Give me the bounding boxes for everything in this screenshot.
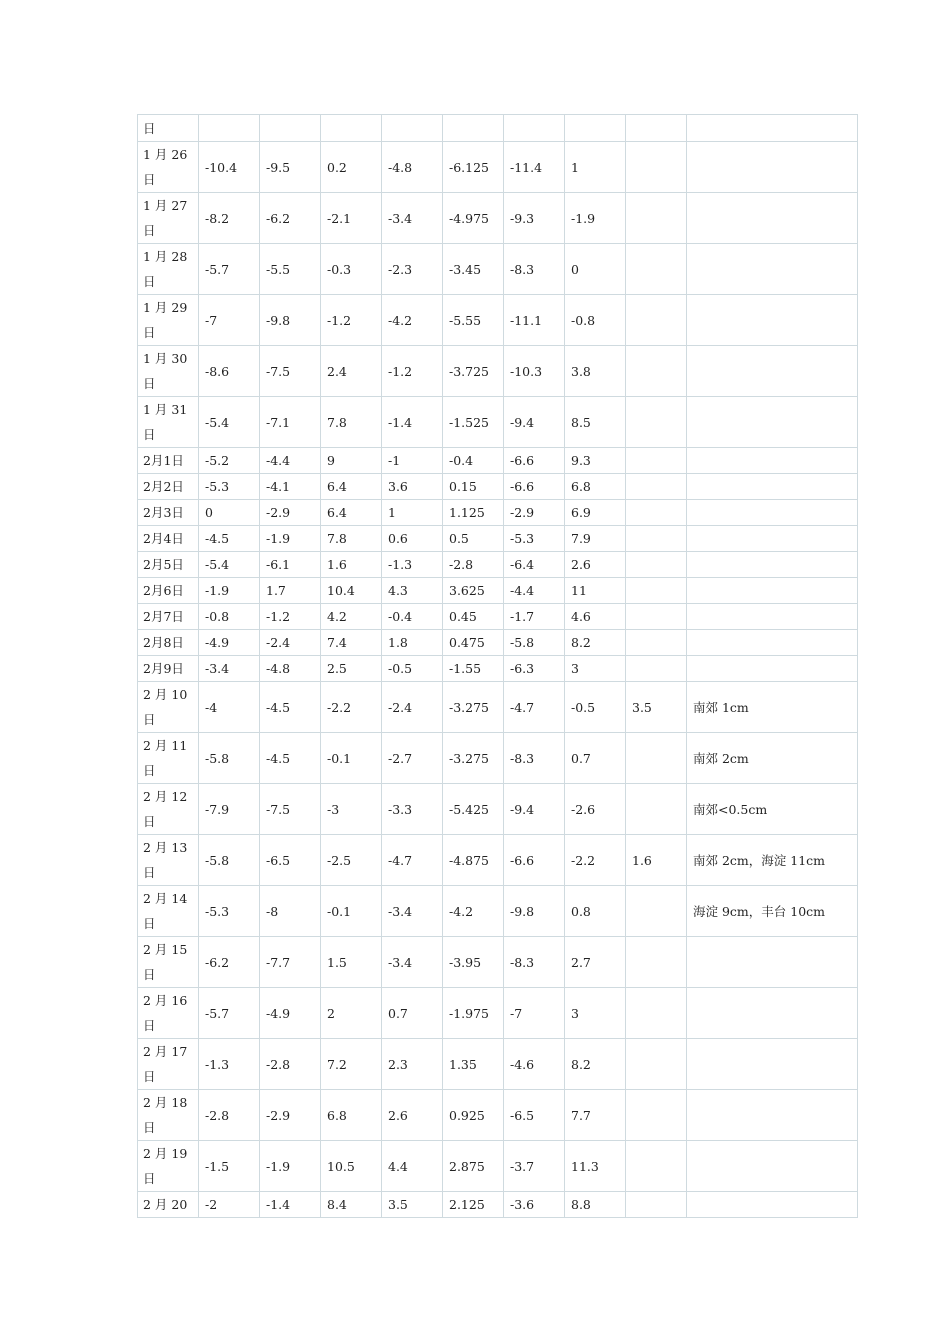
value-cell: 7.7: [565, 1090, 626, 1141]
value-cell: 2.5: [321, 656, 382, 682]
value-cell: -3: [321, 784, 382, 835]
value-cell: 1.35: [443, 1039, 504, 1090]
value-cell: 4.3: [382, 578, 443, 604]
weather-data-table: [137, 114, 858, 1218]
value-cell: -1.3: [382, 552, 443, 578]
value-cell: -4.5: [199, 526, 260, 552]
table-row: [138, 474, 858, 500]
value-cell: -1.4: [382, 397, 443, 448]
value-cell: 7.8: [321, 526, 382, 552]
date-cell: 2 月 18 日: [138, 1090, 199, 1141]
value-cell: 10.5: [321, 1141, 382, 1192]
table-row: [138, 937, 858, 988]
value-cell: 6.4: [321, 500, 382, 526]
value-cell: -4.8: [260, 656, 321, 682]
value-cell: 6.9: [565, 500, 626, 526]
value-cell: 2.125: [443, 1192, 504, 1218]
value-cell: -6.2: [199, 937, 260, 988]
value-cell: [626, 193, 687, 244]
value-cell: -5.425: [443, 784, 504, 835]
value-cell: -4.6: [504, 1039, 565, 1090]
date-cell: 2 月 11 日: [138, 733, 199, 784]
table-row: [138, 500, 858, 526]
value-cell: [382, 115, 443, 142]
value-cell: -3.275: [443, 733, 504, 784]
value-cell: 7.9: [565, 526, 626, 552]
value-cell: -2.4: [382, 682, 443, 733]
value-cell: -2.9: [260, 500, 321, 526]
value-cell: [626, 630, 687, 656]
value-cell: 9.3: [565, 448, 626, 474]
value-cell: -1.9: [199, 578, 260, 604]
table-row: [138, 1192, 858, 1218]
value-cell: -5.7: [199, 988, 260, 1039]
table-row: [138, 1090, 858, 1141]
value-cell: -2.8: [260, 1039, 321, 1090]
note-cell: [687, 244, 858, 295]
value-cell: [626, 1192, 687, 1218]
value-cell: 2.7: [565, 937, 626, 988]
value-cell: -4.1: [260, 474, 321, 500]
value-cell: -1.2: [260, 604, 321, 630]
table-row: [138, 397, 858, 448]
note-cell: [687, 448, 858, 474]
date-cell: 日: [138, 115, 199, 142]
value-cell: -2.2: [321, 682, 382, 733]
value-cell: -3.95: [443, 937, 504, 988]
value-cell: -4.2: [382, 295, 443, 346]
value-cell: [626, 988, 687, 1039]
date-cell: 2 月 16 日: [138, 988, 199, 1039]
value-cell: 4.4: [382, 1141, 443, 1192]
value-cell: -0.4: [382, 604, 443, 630]
value-cell: 3.625: [443, 578, 504, 604]
date-cell: 2 月 20: [138, 1192, 199, 1218]
value-cell: -4.875: [443, 835, 504, 886]
value-cell: -11.1: [504, 295, 565, 346]
value-cell: [626, 448, 687, 474]
value-cell: -6.1: [260, 552, 321, 578]
date-cell: 2月2日: [138, 474, 199, 500]
table-row: [138, 835, 858, 886]
date-cell: 2 月 19 日: [138, 1141, 199, 1192]
value-cell: -7: [199, 295, 260, 346]
value-cell: 0: [199, 500, 260, 526]
value-cell: -2.8: [443, 552, 504, 578]
value-cell: [626, 604, 687, 630]
value-cell: -1.975: [443, 988, 504, 1039]
value-cell: -2.9: [260, 1090, 321, 1141]
value-cell: -1.7: [504, 604, 565, 630]
table-row: [138, 630, 858, 656]
value-cell: -2.8: [199, 1090, 260, 1141]
note-cell: [687, 656, 858, 682]
value-cell: -5.4: [199, 552, 260, 578]
note-cell: [687, 630, 858, 656]
value-cell: -3.3: [382, 784, 443, 835]
value-cell: -4.4: [504, 578, 565, 604]
value-cell: [626, 578, 687, 604]
value-cell: -1.5: [199, 1141, 260, 1192]
table-row: [138, 1039, 858, 1090]
value-cell: -4.9: [260, 988, 321, 1039]
value-cell: -8: [260, 886, 321, 937]
value-cell: -5.5: [260, 244, 321, 295]
value-cell: -5.8: [199, 733, 260, 784]
value-cell: [504, 115, 565, 142]
value-cell: -0.1: [321, 733, 382, 784]
value-cell: -9.4: [504, 397, 565, 448]
note-cell: [687, 988, 858, 1039]
date-cell: 1 月 30 日: [138, 346, 199, 397]
value-cell: -9.8: [504, 886, 565, 937]
value-cell: 1.8: [382, 630, 443, 656]
value-cell: -6.2: [260, 193, 321, 244]
date-cell: 2月4日: [138, 526, 199, 552]
value-cell: -0.8: [199, 604, 260, 630]
value-cell: 8.8: [565, 1192, 626, 1218]
value-cell: -6.4: [504, 552, 565, 578]
table-row: [138, 193, 858, 244]
note-cell: [687, 937, 858, 988]
date-cell: 1 月 29 日: [138, 295, 199, 346]
value-cell: 0.925: [443, 1090, 504, 1141]
value-cell: -4.5: [260, 733, 321, 784]
table-body: [138, 115, 858, 1218]
table-row: [138, 988, 858, 1039]
value-cell: 10.4: [321, 578, 382, 604]
value-cell: 0: [565, 244, 626, 295]
value-cell: -7.9: [199, 784, 260, 835]
value-cell: -1.2: [321, 295, 382, 346]
note-cell: [687, 1192, 858, 1218]
value-cell: [626, 784, 687, 835]
value-cell: 7.2: [321, 1039, 382, 1090]
value-cell: -2.4: [260, 630, 321, 656]
value-cell: 0.6: [382, 526, 443, 552]
value-cell: -5.3: [504, 526, 565, 552]
note-cell: [687, 115, 858, 142]
value-cell: 0.8: [565, 886, 626, 937]
value-cell: -3.7: [504, 1141, 565, 1192]
value-cell: [626, 346, 687, 397]
value-cell: -4.7: [504, 682, 565, 733]
value-cell: [321, 115, 382, 142]
value-cell: 6.4: [321, 474, 382, 500]
note-cell: [687, 397, 858, 448]
value-cell: 2: [321, 988, 382, 1039]
value-cell: [626, 526, 687, 552]
table-row: [138, 115, 858, 142]
value-cell: -6.5: [504, 1090, 565, 1141]
value-cell: -4.4: [260, 448, 321, 474]
value-cell: 6.8: [321, 1090, 382, 1141]
value-cell: -6.6: [504, 474, 565, 500]
value-cell: [626, 397, 687, 448]
note-cell: [687, 1090, 858, 1141]
table-row: [138, 142, 858, 193]
date-cell: 2 月 15 日: [138, 937, 199, 988]
value-cell: 2.3: [382, 1039, 443, 1090]
value-cell: -2.2: [565, 835, 626, 886]
date-cell: 2 月 12 日: [138, 784, 199, 835]
value-cell: -9.3: [504, 193, 565, 244]
value-cell: -2.1: [321, 193, 382, 244]
value-cell: [626, 552, 687, 578]
value-cell: -10.4: [199, 142, 260, 193]
value-cell: 1.5: [321, 937, 382, 988]
value-cell: -6.6: [504, 448, 565, 474]
value-cell: -4.8: [382, 142, 443, 193]
value-cell: -5.4: [199, 397, 260, 448]
value-cell: -2.7: [382, 733, 443, 784]
date-cell: 2 月 13 日: [138, 835, 199, 886]
table-row: [138, 244, 858, 295]
value-cell: -5.3: [199, 886, 260, 937]
value-cell: -5.55: [443, 295, 504, 346]
value-cell: -2.3: [382, 244, 443, 295]
value-cell: 9: [321, 448, 382, 474]
value-cell: [443, 115, 504, 142]
value-cell: -5.2: [199, 448, 260, 474]
value-cell: -4: [199, 682, 260, 733]
value-cell: -2.5: [321, 835, 382, 886]
value-cell: -9.5: [260, 142, 321, 193]
table-row: [138, 656, 858, 682]
value-cell: -3.275: [443, 682, 504, 733]
value-cell: [626, 244, 687, 295]
value-cell: -1.9: [260, 1141, 321, 1192]
value-cell: -4.5: [260, 682, 321, 733]
note-cell: [687, 500, 858, 526]
value-cell: -9.8: [260, 295, 321, 346]
note-cell: [687, 604, 858, 630]
value-cell: -5.3: [199, 474, 260, 500]
value-cell: 1: [382, 500, 443, 526]
value-cell: 2.875: [443, 1141, 504, 1192]
value-cell: [626, 295, 687, 346]
value-cell: -4.975: [443, 193, 504, 244]
value-cell: -7: [504, 988, 565, 1039]
date-cell: 2月1日: [138, 448, 199, 474]
note-cell: [687, 142, 858, 193]
value-cell: -1.4: [260, 1192, 321, 1218]
value-cell: [626, 474, 687, 500]
value-cell: [626, 1039, 687, 1090]
note-cell: 海淀 9cm，丰台 10cm: [687, 886, 858, 937]
value-cell: -1.9: [565, 193, 626, 244]
date-cell: 2 月 14 日: [138, 886, 199, 937]
value-cell: -0.5: [565, 682, 626, 733]
value-cell: 1.6: [626, 835, 687, 886]
value-cell: -1.2: [382, 346, 443, 397]
value-cell: 0.15: [443, 474, 504, 500]
note-cell: 南郊 2cm，海淀 11cm: [687, 835, 858, 886]
value-cell: 4.6: [565, 604, 626, 630]
date-cell: 2 月 17 日: [138, 1039, 199, 1090]
value-cell: -7.7: [260, 937, 321, 988]
value-cell: -0.5: [382, 656, 443, 682]
value-cell: -5.8: [199, 835, 260, 886]
value-cell: -8.6: [199, 346, 260, 397]
value-cell: [626, 142, 687, 193]
date-cell: 2月9日: [138, 656, 199, 682]
date-cell: 2月5日: [138, 552, 199, 578]
value-cell: 2.4: [321, 346, 382, 397]
value-cell: 0.45: [443, 604, 504, 630]
value-cell: 3.5: [626, 682, 687, 733]
value-cell: 0.5: [443, 526, 504, 552]
value-cell: -8.2: [199, 193, 260, 244]
note-cell: [687, 295, 858, 346]
value-cell: -2.9: [504, 500, 565, 526]
value-cell: 1.125: [443, 500, 504, 526]
note-cell: [687, 1141, 858, 1192]
table-row: [138, 552, 858, 578]
value-cell: -5.8: [504, 630, 565, 656]
value-cell: -1: [382, 448, 443, 474]
value-cell: -1.525: [443, 397, 504, 448]
value-cell: -6.125: [443, 142, 504, 193]
table-row: [138, 682, 858, 733]
note-cell: [687, 578, 858, 604]
value-cell: -1.3: [199, 1039, 260, 1090]
value-cell: 3.5: [382, 1192, 443, 1218]
value-cell: -2.6: [565, 784, 626, 835]
value-cell: 2.6: [382, 1090, 443, 1141]
table-row: [138, 578, 858, 604]
value-cell: [626, 115, 687, 142]
note-cell: 南郊 1cm: [687, 682, 858, 733]
table-row: [138, 295, 858, 346]
value-cell: -10.3: [504, 346, 565, 397]
value-cell: [626, 656, 687, 682]
value-cell: -3.4: [382, 886, 443, 937]
date-cell: 2 月 10 日: [138, 682, 199, 733]
value-cell: 1: [565, 142, 626, 193]
value-cell: [626, 937, 687, 988]
table-row: [138, 733, 858, 784]
table-row: [138, 886, 858, 937]
date-cell: 2月3日: [138, 500, 199, 526]
note-cell: [687, 552, 858, 578]
value-cell: -3.725: [443, 346, 504, 397]
value-cell: 8.2: [565, 630, 626, 656]
value-cell: -3.4: [199, 656, 260, 682]
value-cell: -1.9: [260, 526, 321, 552]
value-cell: -0.3: [321, 244, 382, 295]
table-row: [138, 1141, 858, 1192]
value-cell: -3.4: [382, 193, 443, 244]
value-cell: -4.2: [443, 886, 504, 937]
date-cell: 1 月 27 日: [138, 193, 199, 244]
note-cell: [687, 346, 858, 397]
value-cell: 7.8: [321, 397, 382, 448]
note-cell: 南郊 2cm: [687, 733, 858, 784]
value-cell: -0.1: [321, 886, 382, 937]
note-cell: 南郊<0.5cm: [687, 784, 858, 835]
value-cell: 8.4: [321, 1192, 382, 1218]
value-cell: [626, 500, 687, 526]
value-cell: -7.5: [260, 784, 321, 835]
value-cell: 11: [565, 578, 626, 604]
value-cell: -8.3: [504, 937, 565, 988]
value-cell: 3: [565, 988, 626, 1039]
value-cell: [626, 886, 687, 937]
date-cell: 2月7日: [138, 604, 199, 630]
value-cell: -3.4: [382, 937, 443, 988]
value-cell: -2: [199, 1192, 260, 1218]
value-cell: 0.7: [565, 733, 626, 784]
value-cell: -8.3: [504, 244, 565, 295]
value-cell: -6.3: [504, 656, 565, 682]
value-cell: -1.55: [443, 656, 504, 682]
value-cell: -8.3: [504, 733, 565, 784]
date-cell: 1 月 31 日: [138, 397, 199, 448]
value-cell: -6.5: [260, 835, 321, 886]
date-cell: 2月6日: [138, 578, 199, 604]
table-row: [138, 604, 858, 630]
note-cell: [687, 474, 858, 500]
date-cell: 2月8日: [138, 630, 199, 656]
value-cell: -7.1: [260, 397, 321, 448]
table-row: [138, 448, 858, 474]
value-cell: [260, 115, 321, 142]
value-cell: [626, 733, 687, 784]
value-cell: 8.5: [565, 397, 626, 448]
value-cell: 1.6: [321, 552, 382, 578]
value-cell: -3.6: [504, 1192, 565, 1218]
value-cell: -7.5: [260, 346, 321, 397]
value-cell: -4.9: [199, 630, 260, 656]
value-cell: -0.4: [443, 448, 504, 474]
value-cell: 11.3: [565, 1141, 626, 1192]
value-cell: 0.2: [321, 142, 382, 193]
note-cell: [687, 193, 858, 244]
value-cell: -11.4: [504, 142, 565, 193]
value-cell: -3.45: [443, 244, 504, 295]
value-cell: -0.8: [565, 295, 626, 346]
value-cell: 3: [565, 656, 626, 682]
note-cell: [687, 526, 858, 552]
value-cell: 3.6: [382, 474, 443, 500]
date-cell: 1 月 28 日: [138, 244, 199, 295]
value-cell: [199, 115, 260, 142]
value-cell: 6.8: [565, 474, 626, 500]
note-cell: [687, 1039, 858, 1090]
value-cell: -9.4: [504, 784, 565, 835]
value-cell: -5.7: [199, 244, 260, 295]
value-cell: 4.2: [321, 604, 382, 630]
date-cell: 1 月 26 日: [138, 142, 199, 193]
value-cell: 2.6: [565, 552, 626, 578]
value-cell: 0.7: [382, 988, 443, 1039]
value-cell: 0.475: [443, 630, 504, 656]
table-row: [138, 346, 858, 397]
value-cell: 3.8: [565, 346, 626, 397]
value-cell: [626, 1141, 687, 1192]
value-cell: -6.6: [504, 835, 565, 886]
value-cell: [626, 1090, 687, 1141]
value-cell: 7.4: [321, 630, 382, 656]
value-cell: [565, 115, 626, 142]
table-row: [138, 526, 858, 552]
value-cell: 1.7: [260, 578, 321, 604]
value-cell: -4.7: [382, 835, 443, 886]
value-cell: 8.2: [565, 1039, 626, 1090]
table-row: [138, 784, 858, 835]
